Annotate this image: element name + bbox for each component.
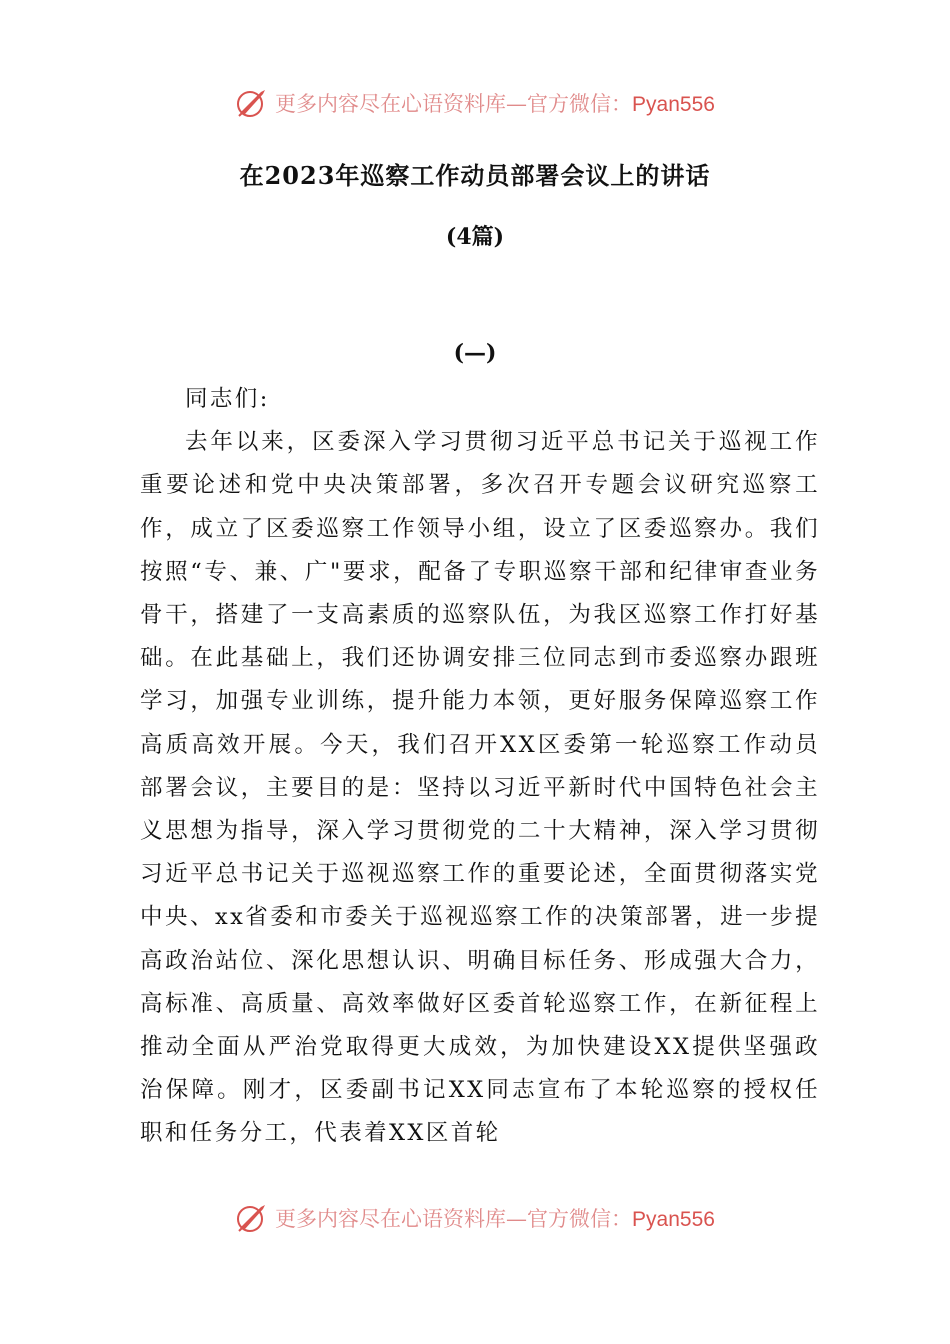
watermark-header: [0, 86, 950, 120]
salutation: 同志们:: [185, 386, 270, 412]
document-subtitle: (4篇): [445, 224, 505, 250]
document-title: 在2023年巡察工作动员部署会议上的讲话: [239, 161, 711, 190]
section-heading: (—): [453, 340, 497, 366]
document-body: [140, 378, 820, 1156]
watermark-footer: [0, 1201, 950, 1235]
body-paragraph: 去年以来，区委深入学习贯彻习近平总书记关于巡视工作重要论述和党中央决策部署，多次召开专题会议研究巡察工作，成立了区委巡察工作领导小组，设立了区委巡察办。我们按照“专、兼、广"要求，配备了专职巡察干部和纪律审查业务骨干，搭建了一支高素质的巡察队伍，为我区巡察工作打好基础。在此基础上，我们还协调安排三位同志到市委巡察办跟班学习，加强专业训练，提升能力本领，更好服务保障巡察工作高质高效开展。今天，我们召开XX区委第一轮巡察工作动员部署会议，主要目的是：坚持以习近平新时代中国特色社会主义思想为指导，深入学习贯彻党的二十大精神，深入学习贯彻习近平总书记关于巡视巡察工作的重要论述，全面贯彻落实党中央、xx省委和市委关于巡视巡察工作的决策部署，进一步提高政治站位、深化思想认识、明确目标任务、形成强大合力，高标准、高质量、高效率做好区委首轮巡察工作，在新征程上推动全面从严治党取得更大成效，为加快建设XX提供坚强政治保障。刚才，区委副书记XX同志宣布了本轮巡察的授权任职和任务分工，代表着XX区首轮: [140, 429, 820, 1147]
watermark-text: 更多内容尽在心语资料库—官方微信：Pyan556: [275, 1207, 715, 1231]
watermark-text: 更多内容尽在心语资料库—官方微信：Pyan556: [275, 92, 715, 116]
quill-logo-icon: [235, 1201, 269, 1235]
quill-logo-icon: [235, 86, 269, 120]
